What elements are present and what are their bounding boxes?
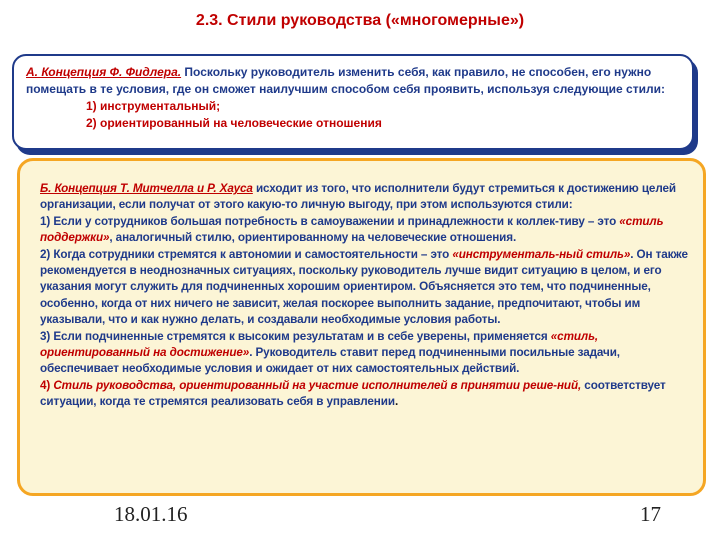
fiedler-text: Поскольку руководитель изменить себя, как правило, не способен, его нужно помещать в те условия, где он сможет наилучшим способом себя проявить, используя следующие стили: xyxy=(26,65,665,96)
page-number: 17 xyxy=(640,502,661,526)
footer-date: 18.01.16 xyxy=(114,502,188,526)
fiedler-style-1: 1) инструментальный; xyxy=(86,99,221,113)
mh-style-3-paragraph xyxy=(40,329,693,378)
mh-p3-style: «стиль, ориентированный на достижение» xyxy=(40,329,599,360)
slide-title: 2.3. Стили руководства («многомерные») xyxy=(195,12,525,29)
mh-p1-style: «стиль поддержки» xyxy=(40,214,664,245)
mh-p1-text-b: , аналогичный стилю, ориентированному на человеческие отношения. xyxy=(109,231,517,245)
mh-intro-text: исходит из того, что исполнители будут стремиться к достижению целей организации, если получат от этого какую-то личную выгоду, при этом используются стили: xyxy=(40,182,676,212)
mh-p3-text-b: . Руководитель ставит перед подчиненными посильные задачи, обеспечивает необходимые условия и ожидает от них самостоятельных действий. xyxy=(40,346,620,376)
mh-style-1-paragraph xyxy=(40,214,693,247)
fiedler-concept-box xyxy=(12,54,694,150)
mh-p4-style: Стиль руководства, ориентированный на участие исполнителей в принятии реше-ний, xyxy=(53,378,582,392)
mh-heading: Б. Концепция Т. Митчелла и Р. Хауса xyxy=(40,182,253,195)
mitchell-house-concept-box xyxy=(17,158,706,496)
mh-p4-end: . xyxy=(394,395,399,409)
mh-p4-num: 4) xyxy=(40,378,54,392)
mh-style-2-paragraph xyxy=(40,247,693,329)
mh-style-4-paragraph xyxy=(40,378,693,411)
mh-p2-style: «инструменталь-ный стиль» xyxy=(452,247,631,261)
mh-p4-text: соответствует ситуации, когда те стремятся реализовать себя в управлении xyxy=(40,378,666,409)
mh-intro-paragraph xyxy=(40,181,693,214)
mh-p2-text-a: 2) Когда сотрудники стремятся к автономии и самостоятельности – это xyxy=(40,247,453,261)
fiedler-style-2: 2) ориентированный на человеческие отношения xyxy=(86,116,382,130)
mh-p3-text-a: 3) Если подчиненные стремятся к высоким результатам и в себе уверены, применяется xyxy=(40,329,551,343)
mh-p2-text-b: . Он также рекомендуется в неоднозначных ситуациях, поскольку руководитель лучше видит ситуацию в целом, и его указания могут служить для подчиненных хорошим ориентиром. Объясняется это тем, что подчиненные, особенно, когда от них ничего не зависит, желая поскорее выполнить задание, предпочитают, чтобы им указывали, что и как нужно делать, и создавали необходимые условия работы. xyxy=(40,247,688,327)
mh-p1-text-a: 1) Если у сотрудников большая потребность в самоуважении и принадлежности к коллек-тиву – это xyxy=(40,214,620,228)
fiedler-heading: А. Концепция Ф. Фидлера. xyxy=(26,65,182,79)
